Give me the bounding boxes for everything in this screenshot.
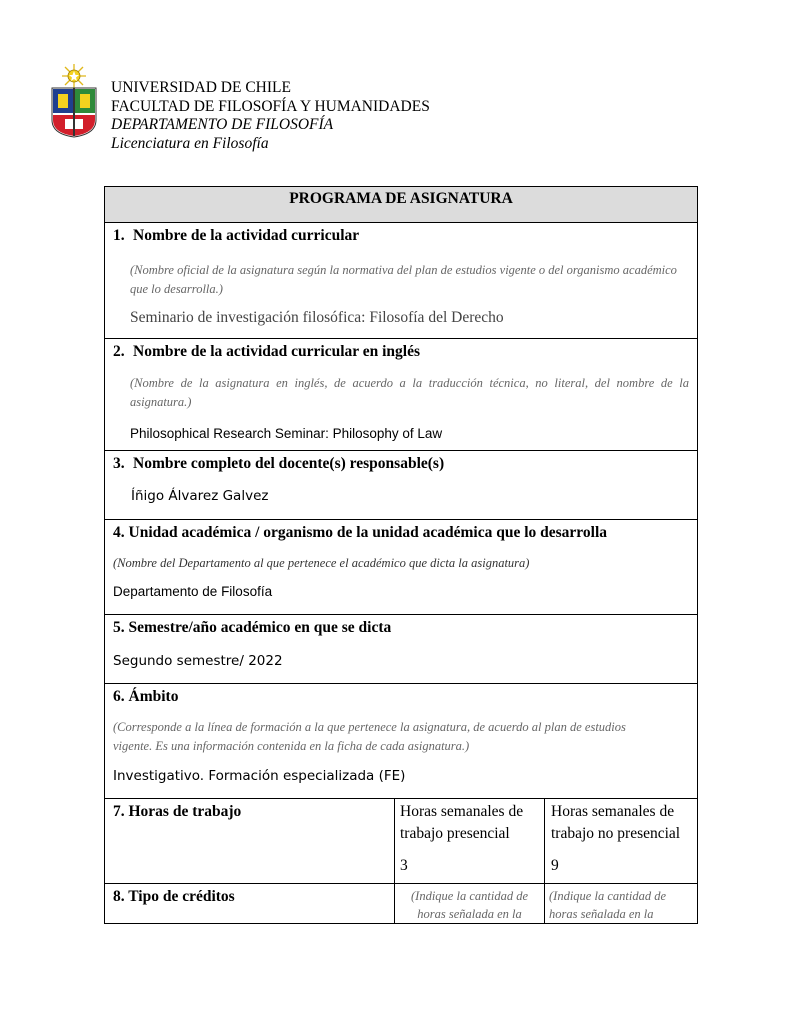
- section-1-note: (Nombre oficial de la asignatura según la normativa del plan de estudios vigente o del organismo académico que lo desarrolla.): [130, 263, 677, 296]
- table-title: PROGRAMA DE ASIGNATURA: [105, 187, 698, 223]
- section-4-title: 4. Unidad académica / organismo de la unidad académica que lo desarrolla: [113, 524, 608, 541]
- section-2-row: [105, 339, 698, 451]
- section-3-value: Íñigo Álvarez Galvez: [131, 488, 269, 504]
- no-presencial-hours-label: Horas semanales de trabajo no presencial: [551, 803, 681, 842]
- section-3-heading: [105, 451, 697, 474]
- section-8-note-col2: (Indique la cantidad de horas señalada en la: [411, 889, 528, 921]
- section-3-number: 3.: [113, 455, 125, 472]
- section-1-title: Nombre de la actividad curricular: [133, 227, 360, 244]
- presencial-hours-label: Horas semanales de trabajo presencial: [400, 803, 524, 842]
- presencial-hours-value: 3: [400, 857, 408, 874]
- department-name: DEPARTAMENTO DE FILOSOFÍA: [111, 116, 334, 133]
- section-6-note: (Corresponde a la línea de formación a la que pertenece la asignatura, de acuerdo al plan de estudios vigente. Es una información contenida en la ficha de cada asignatura.): [113, 720, 626, 753]
- section-2-value: Philosophical Research Seminar: Philosophy of Law: [130, 426, 443, 441]
- section-7-title: 7. Horas de trabajo: [113, 803, 242, 820]
- section-3-row: [105, 451, 698, 520]
- section-2-heading: [105, 339, 697, 362]
- section-1-heading: [105, 223, 697, 246]
- section-8-title: 8. Tipo de créditos: [113, 888, 235, 905]
- section-8-row: [105, 884, 698, 924]
- section-6-row: [105, 684, 698, 799]
- section-1-number: 1.: [113, 227, 125, 244]
- section-5-title: 5. Semestre/año académico en que se dicta: [113, 619, 392, 636]
- no-presencial-hours-value: 9: [551, 857, 559, 874]
- program-name: Licenciatura en Filosofía: [111, 134, 269, 152]
- university-name: UNIVERSIDAD DE CHILE: [111, 79, 291, 96]
- section-1-row: [105, 223, 698, 339]
- section-6-value: Investigativo. Formación especializada (FE): [113, 768, 406, 784]
- section-4-row: [105, 520, 698, 615]
- institution-header: [111, 79, 430, 153]
- faculty-name: FACULTAD DE FILOSOFÍA Y HUMANIDADES: [111, 97, 430, 115]
- university-crest-logo: [49, 62, 99, 138]
- section-3-title: Nombre completo del docente(s) responsable(s): [133, 455, 445, 472]
- section-2-number: 2.: [113, 343, 125, 360]
- section-8-note-col3: (Indique la cantidad de horas señalada en la: [549, 889, 666, 921]
- section-1-value: Seminario de investigación filosófica: Filosofía del Derecho: [130, 309, 504, 326]
- table-title-row: [105, 187, 698, 223]
- section-5-row: [105, 615, 698, 684]
- section-4-value: Departamento de Filosofía: [113, 584, 273, 599]
- program-table: [104, 186, 698, 924]
- section-6-title: 6. Ámbito: [113, 688, 179, 705]
- section-2-note: (Nombre de la asignatura en inglés, de acuerdo a la traducción técnica, no literal, del nombre de la asignatura.): [130, 376, 689, 409]
- section-7-row: [105, 799, 698, 884]
- section-5-value: Segundo semestre/ 2022: [113, 653, 283, 669]
- section-2-title: Nombre de la actividad curricular en inglés: [133, 343, 421, 360]
- section-4-note: (Nombre del Departamento al que pertenece el académico que dicta la asignatura): [113, 556, 530, 570]
